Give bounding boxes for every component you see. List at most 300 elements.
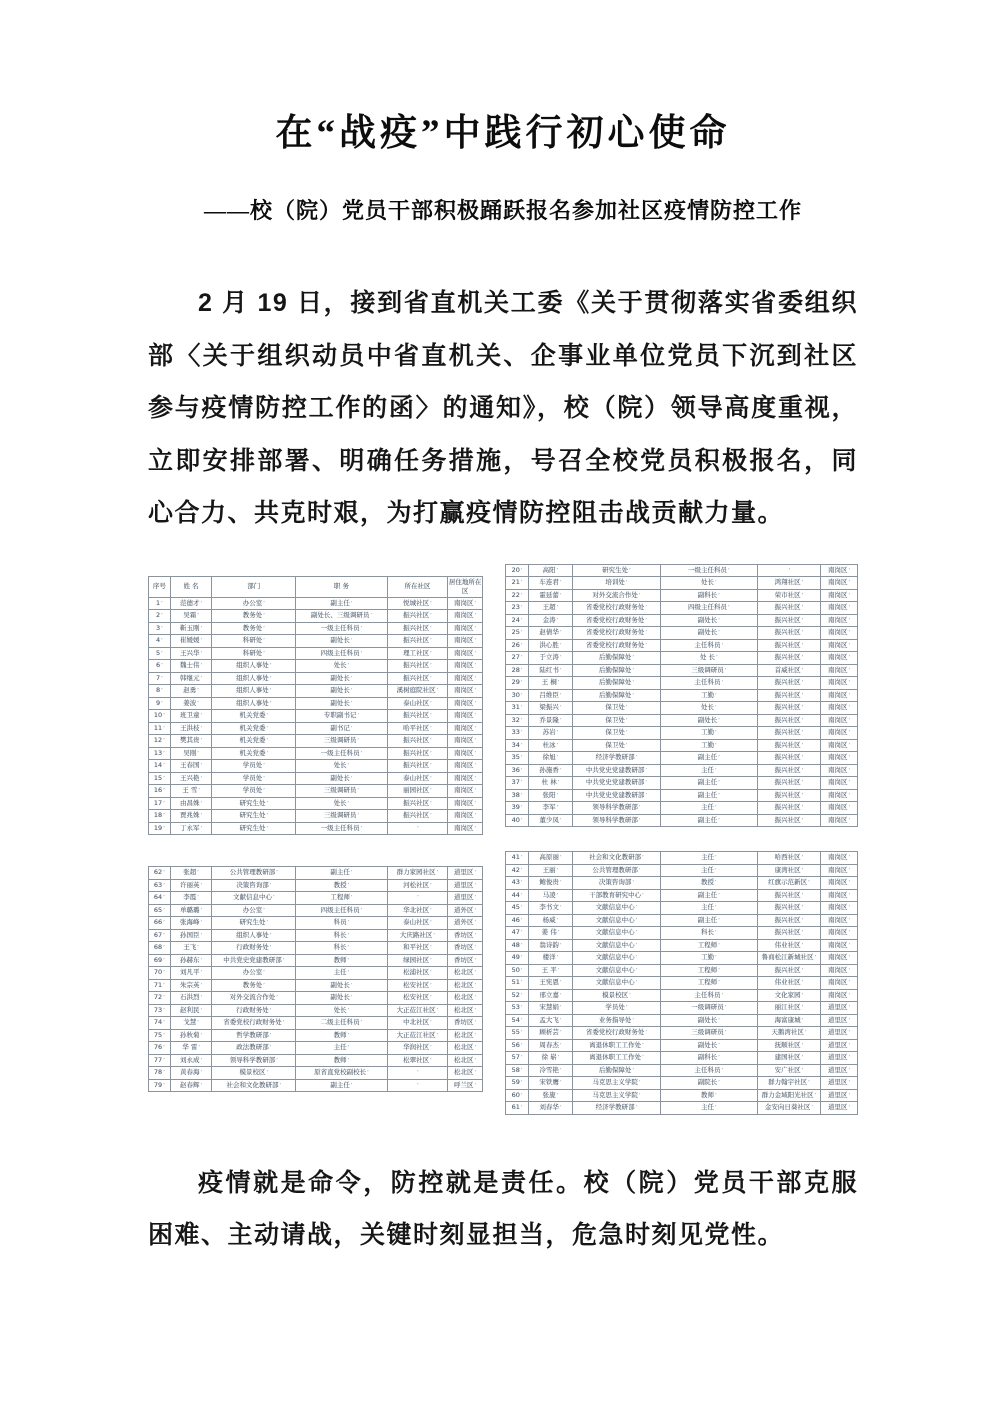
table-row: [149, 760, 483, 773]
table-cell: 72 ’: [149, 992, 171, 1005]
table-cell: 松北区 ’: [448, 992, 483, 1005]
table-cell: 副科长 ’: [660, 1052, 757, 1065]
table-cell: 处长 ’: [660, 577, 757, 590]
table-row: [149, 735, 483, 748]
table-cell: 副主任 ’: [660, 889, 757, 902]
table-cell: 离退休职工工作处 ’: [572, 1039, 660, 1052]
table-cell: 副处长 ’: [296, 992, 388, 1005]
table-cell: 南岗区 ’: [448, 810, 483, 823]
table-cell: 南岗区 ’: [821, 927, 858, 940]
table-cell: 29 ’: [506, 677, 529, 690]
table-cell: 金安向日葵社区 ’: [757, 1102, 820, 1115]
table-cell: 伟业社区 ’: [757, 939, 820, 952]
table-cell: 邢立嘉 ’: [528, 989, 572, 1002]
table-cell: 单璐璐 ’: [170, 904, 212, 917]
table-cell: 振兴社区 ’: [757, 789, 820, 802]
table-cell: 南岗区 ’: [821, 702, 858, 715]
table-cell: 振兴社区 ’: [387, 735, 447, 748]
table-row: [149, 810, 483, 823]
table-cell: 道外区 ’: [448, 917, 483, 930]
table-cell: 振兴社区 ’: [757, 927, 820, 940]
table-cell: 办公室 ’: [212, 904, 296, 917]
table-cell: 9 ’: [149, 697, 171, 710]
table-cell: 主任科员 ’: [660, 1064, 757, 1077]
table-cell: 南岗区 ’: [821, 602, 858, 615]
table-cell: 振兴社区 ’: [757, 639, 820, 652]
table-cell: 振兴社区 ’: [387, 747, 447, 760]
table-cell: 75 ’: [149, 1029, 171, 1042]
table-cell: 陆红书 ’: [528, 664, 572, 677]
table-cell: 三级调研员 ’: [296, 810, 388, 823]
table-row: [149, 1017, 483, 1030]
table-cell: 机关党委 ’: [212, 710, 296, 723]
table-cell: 翁诗韵 ’: [528, 939, 572, 952]
table-row: [149, 892, 483, 905]
table-cell: 王飞 ’: [170, 942, 212, 955]
table-row: [149, 647, 483, 660]
table-cell: 后勤保障处 ’: [572, 1064, 660, 1077]
table-cell: 振兴社区 ’: [387, 660, 447, 673]
table-cell: 后勤保障处 ’: [572, 652, 660, 665]
table-cell: 华北社区 ’: [387, 904, 447, 917]
table-cell: 松安社区 ’: [387, 992, 447, 1005]
table-cell: 42 ’: [506, 864, 529, 877]
table-cell: 44 ’: [506, 889, 529, 902]
table-cell: 科研处 ’: [212, 635, 296, 648]
table-cell: 中共党史党建教研部 ’: [212, 954, 296, 967]
table-cell: 丁永军 ’: [170, 822, 212, 835]
table-cell: 79 ’: [149, 1079, 171, 1092]
table-cell: 副处长 ’: [296, 672, 388, 685]
table-row: [506, 1052, 858, 1065]
table-cell: [387, 1079, 447, 1092]
table-cell: 振兴社区 ’: [757, 614, 820, 627]
table-cell: 南岗区 ’: [448, 822, 483, 835]
table-cell: 省委党校行政财务处 ’: [572, 639, 660, 652]
table-row: [149, 747, 483, 760]
table-cell: 行政财务处 ’: [212, 942, 296, 955]
table-cell: 鸿翔社区 ’: [757, 577, 820, 590]
table-cell: 行政财务处 ’: [212, 1004, 296, 1017]
table-cell: 南岗区 ’: [448, 685, 483, 698]
table-cell: 香坊区 ’: [448, 942, 483, 955]
column-header: 所在社区: [387, 576, 447, 597]
table-cell: 公共管理教研部 ’: [212, 867, 296, 880]
table-cell: 南岗区 ’: [821, 577, 858, 590]
table-cell: 34 ’: [506, 739, 529, 752]
table-cell: 南岗区 ’: [448, 672, 483, 685]
table-cell: 研究生处 ’: [212, 797, 296, 810]
table-cell: 文献信息中心 ’: [572, 952, 660, 965]
table-cell: 南岗区 ’: [821, 614, 858, 627]
table-cell: 文献信息中心 ’: [572, 914, 660, 927]
table-row: [149, 879, 483, 892]
table-cell: 吴霜 ’: [170, 610, 212, 623]
table-cell: 33 ’: [506, 727, 529, 740]
table-cell: 海富康城 ’: [757, 1014, 820, 1027]
table-row: [506, 877, 858, 890]
table-cell: 办公室 ’: [212, 967, 296, 980]
table-cell: 公共管理教研部 ’: [572, 864, 660, 877]
table-cell: 工勤 ’: [660, 689, 757, 702]
table-cell: 李军 ’: [528, 802, 572, 815]
table-cell: 主任 ’: [296, 1042, 388, 1055]
table-cell: 46 ’: [506, 914, 529, 927]
table-cell: 张海峰 ’: [170, 917, 212, 930]
table-cell: 43 ’: [506, 877, 529, 890]
table-row: [149, 722, 483, 735]
table-cell: 处长 ’: [660, 702, 757, 715]
table-cell: 省委党校行政财务处 ’: [572, 627, 660, 640]
table-cell: 13 ’: [149, 747, 171, 760]
table-cell: 副主任 ’: [660, 752, 757, 765]
table-cell: 松北区 ’: [448, 1004, 483, 1017]
table-cell: 处长 ’: [296, 1004, 388, 1017]
table-row: [506, 952, 858, 965]
table-cell: 工勤 ’: [660, 952, 757, 965]
table-cell: 中共党史党建教研部 ’: [572, 789, 660, 802]
table-cell: 主任科员 ’: [660, 639, 757, 652]
table-cell: 中共党史党建教研部 ’: [572, 764, 660, 777]
table-cell: 哈平社区 ’: [387, 722, 447, 735]
table-cell: 一级调研员 ’: [660, 1002, 757, 1015]
table-cell: 机关党委 ’: [212, 722, 296, 735]
table-cell: 南岗区 ’: [821, 952, 858, 965]
table-cell: 组织人事处 ’: [212, 660, 296, 673]
table-cell: 香坊区 ’: [448, 954, 483, 967]
table-cell: 5 ’: [149, 647, 171, 660]
table-cell: 保卫处 ’: [572, 739, 660, 752]
table-cell: 省委党校行政财务处 ’: [212, 1017, 296, 1030]
table-cell: 振兴社区 ’: [387, 672, 447, 685]
table-cell: 南岗区 ’: [821, 939, 858, 952]
table-cell: [757, 564, 820, 577]
body-paragraph-2: 疫情就是命令，防控就是责任。校（院）党员干部克服困难、主动请战，关键时刻显担当，危急时刻见党性。: [148, 1168, 858, 1250]
table-row: [149, 772, 483, 785]
table-cell: 孙国臣 ’: [170, 929, 212, 942]
table-cell: 振兴社区 ’: [757, 964, 820, 977]
table-cell: 24 ’: [506, 614, 529, 627]
table-cell: 教师 ’: [296, 1029, 388, 1042]
table-cell: 赵春辉 ’: [170, 1079, 212, 1092]
table-row: [506, 902, 858, 915]
table-cell: 和平社区 ’: [387, 942, 447, 955]
table-cell: 南岗区 ’: [448, 747, 483, 760]
table-cell: 王 平 ’: [528, 964, 572, 977]
table-cell: 二级主任科员 ’: [296, 1017, 388, 1030]
table-cell: 南岗区 ’: [821, 914, 858, 927]
table-cell: 道里区 ’: [448, 892, 483, 905]
table-cell: 香坊区 ’: [448, 929, 483, 942]
table-cell: 戈慧 ’: [170, 1017, 212, 1030]
table-cell: 振兴社区 ’: [757, 689, 820, 702]
table-cell: 49 ’: [506, 952, 529, 965]
table-cell: 李书文 ’: [528, 902, 572, 915]
table-row: [506, 689, 858, 702]
table-row: [149, 929, 483, 942]
table-cell: 抚顺社区 ’: [757, 1039, 820, 1052]
table-cell: [387, 892, 447, 905]
table-cell: 韩继元 ’: [170, 672, 212, 685]
table-cell: 一级主任科员 ’: [296, 822, 388, 835]
table-row: [149, 917, 483, 930]
table-cell: 学员处 ’: [572, 1002, 660, 1015]
table-cell: 松北区 ’: [448, 979, 483, 992]
table-cell: 副处长、三级调研员 ’: [296, 610, 388, 623]
table-cell: 振兴社区 ’: [757, 914, 820, 927]
table-cell: 赵勇 ’: [170, 685, 212, 698]
table-cell: 社会和文化教研部 ’: [212, 1079, 296, 1092]
table-cell: 61 ’: [506, 1102, 529, 1115]
table-cell: 决策咨询部 ’: [572, 877, 660, 890]
table-cell: 于立涛 ’: [528, 652, 572, 665]
table-cell: 理工社区 ’: [387, 647, 447, 660]
table-cell: 樊其贵 ’: [170, 735, 212, 748]
table-cell: 副处长 ’: [660, 714, 757, 727]
table-cell: 南岗区 ’: [448, 797, 483, 810]
table-row: [149, 1029, 483, 1042]
table-row: [506, 1027, 858, 1040]
table-cell: 主任 ’: [660, 864, 757, 877]
table-cell: 南岗区 ’: [821, 752, 858, 765]
table-cell: 振兴社区 ’: [757, 777, 820, 790]
roster-table-segment-3: [148, 866, 483, 1092]
table-cell: 靳玉刚 ’: [170, 622, 212, 635]
table-cell: 南岗区 ’: [821, 652, 858, 665]
table-cell: 副书记 ’: [296, 722, 388, 735]
table-cell: 崔媛媛 ’: [170, 635, 212, 648]
table-cell: 振兴社区 ’: [757, 702, 820, 715]
table-cell: 董少凤 ’: [528, 814, 572, 827]
table-cell: 泰山社区 ’: [387, 772, 447, 785]
table-row: [506, 1064, 858, 1077]
table-cell: 副主任 ’: [660, 914, 757, 927]
table-cell: 张阳 ’: [528, 789, 572, 802]
table-cell: 道里区 ’: [821, 1102, 858, 1115]
table-cell: 许丽英 ’: [170, 879, 212, 892]
table-cell: 56 ’: [506, 1039, 529, 1052]
table-row: [506, 1077, 858, 1090]
table-cell: 三级调研员 ’: [660, 1027, 757, 1040]
table-cell: 振兴社区 ’: [757, 652, 820, 665]
table-cell: 南岗区 ’: [821, 902, 858, 915]
table-cell: 32 ’: [506, 714, 529, 727]
table-cell: 63 ’: [149, 879, 171, 892]
table-cell: 大庆路社区 ’: [387, 929, 447, 942]
table-cell: 22 ’: [506, 589, 529, 602]
table-cell: 8 ’: [149, 685, 171, 698]
table-row: [506, 802, 858, 815]
table-cell: 78 ’: [149, 1067, 171, 1080]
table-cell: 赵利民 ’: [170, 1004, 212, 1017]
table-cell: 松北区 ’: [448, 1067, 483, 1080]
table-cell: 南岗区 ’: [448, 697, 483, 710]
table-cell: 文献信息中心 ’: [572, 964, 660, 977]
table-cell: 王兴华 ’: [170, 647, 212, 660]
table-cell: 楼洋 ’: [528, 952, 572, 965]
table-row: [506, 927, 858, 940]
table-cell: 大正莅江社区 ’: [387, 1004, 447, 1017]
table-row: [506, 914, 858, 927]
table-cell: 主任科员 ’: [660, 989, 757, 1002]
table-cell: 南岗区 ’: [448, 772, 483, 785]
table-cell: 30 ’: [506, 689, 529, 702]
table-cell: 松北区 ’: [448, 1042, 483, 1055]
table-header: [149, 576, 483, 597]
table-cell: 领导科学教研部 ’: [572, 802, 660, 815]
table-cell: [387, 1067, 447, 1080]
roster-table-2-container: [505, 564, 858, 828]
table-cell: 南岗区 ’: [821, 764, 858, 777]
table-cell: 主任 ’: [660, 852, 757, 865]
table-cell: 干部教育研究中心 ’: [572, 889, 660, 902]
table-cell: 处长 ’: [296, 797, 388, 810]
table-cell: 香坊区 ’: [448, 1017, 483, 1030]
table-cell: 原省直党校副校长 ’: [296, 1067, 388, 1080]
table-cell: 省委党校行政财务处 ’: [572, 602, 660, 615]
table-cell: 模景校区 ’: [572, 989, 660, 1002]
table-cell: 36 ’: [506, 764, 529, 777]
table-cell: 71 ’: [149, 979, 171, 992]
table-cell: 67 ’: [149, 929, 171, 942]
table-cell: 振兴社区 ’: [387, 760, 447, 773]
roster-tables-row-top: [148, 564, 858, 836]
table-cell: 科长 ’: [296, 942, 388, 955]
table-row: [149, 710, 483, 723]
table-cell: 副科长 ’: [660, 589, 757, 602]
table-cell: 南岗区 ’: [821, 789, 858, 802]
table-row: [506, 602, 858, 615]
table-cell: 振兴社区 ’: [387, 622, 447, 635]
table-cell: 康湾社区 ’: [757, 864, 820, 877]
table-row: [506, 964, 858, 977]
table-row: [506, 977, 858, 990]
table-cell: 28 ’: [506, 664, 529, 677]
table-cell: 69 ’: [149, 954, 171, 967]
table-cell: 工程师 ’: [296, 892, 388, 905]
table-cell: 学员处 ’: [212, 772, 296, 785]
table-cell: 道里区 ’: [821, 1039, 858, 1052]
table-cell: 三级调研员 ’: [296, 735, 388, 748]
table-cell: 副处长 ’: [660, 1014, 757, 1027]
table-cell: 南岗区 ’: [821, 852, 858, 865]
table-cell: 副处长 ’: [296, 697, 388, 710]
table-row: [506, 589, 858, 602]
table-cell: 振兴社区 ’: [387, 797, 447, 810]
table-cell: 南岗区 ’: [821, 989, 858, 1002]
table-row: [506, 939, 858, 952]
table-cell: 6 ’: [149, 660, 171, 673]
table-cell: 振兴社区 ’: [757, 602, 820, 615]
table-row: [506, 1014, 858, 1027]
body-paragraph-1: 2 月 19 日，接到省直机关工委《关于贯彻落实省委组织部〈关于组织动员中省直机关、企事业单位党员下沉到社区参与疫情防控工作的函〉的通知》，校（院）领导高度重视，立即安排部署、明确任务措施，号召全校党员积极报名，同心合力、共克时艰，为打赢疫情防控阻击战贡献力量。: [148, 289, 858, 528]
table-row: [149, 660, 483, 673]
table-cell: 副处长 ’: [296, 979, 388, 992]
table-cell: 社会和文化教研部 ’: [572, 852, 660, 865]
table-cell: 处长 ’: [296, 760, 388, 773]
table-cell: 高阳 ’: [528, 564, 572, 577]
table-cell: 李霞 ’: [170, 892, 212, 905]
table-cell: 四级主任科员 ’: [296, 647, 388, 660]
table-cell: 群力翰宇社区 ’: [757, 1077, 820, 1090]
table-cell: 省委党校行政财务处 ’: [572, 1027, 660, 1040]
table-cell: 组织人事处 ’: [212, 697, 296, 710]
table-cell: 工程师 ’: [660, 977, 757, 990]
table-cell: 南岗区 ’: [448, 647, 483, 660]
table-cell: 科研处 ’: [212, 647, 296, 660]
table-row: [506, 564, 858, 577]
table-row: [506, 752, 858, 765]
table-row: [149, 954, 483, 967]
table-cell: 副主任 ’: [296, 867, 388, 880]
table-cell: 道里区 ’: [448, 867, 483, 880]
table-cell: 道里区 ’: [821, 1077, 858, 1090]
table-cell: 振兴社区 ’: [757, 764, 820, 777]
table-cell: 组织人事处 ’: [212, 672, 296, 685]
table-cell: 南岗区 ’: [821, 802, 858, 815]
table-cell: 南岗区 ’: [821, 714, 858, 727]
table-cell: 机关党委 ’: [212, 735, 296, 748]
table-cell: 泰山社区 ’: [387, 697, 447, 710]
table-cell: 主任 ’: [296, 967, 388, 980]
table-cell: 南岗区 ’: [821, 689, 858, 702]
table-cell: 南岗区 ’: [448, 785, 483, 798]
table-cell: 马克思主义学院 ’: [572, 1089, 660, 1102]
table-cell: 决策咨询部 ’: [212, 879, 296, 892]
table-cell: 教师 ’: [296, 1054, 388, 1067]
table-cell: 振兴社区 ’: [757, 814, 820, 827]
table-cell: 机关党委 ’: [212, 747, 296, 760]
table-cell: 专职副书记 ’: [296, 710, 388, 723]
table-cell: 25 ’: [506, 627, 529, 640]
table-cell: 道外区 ’: [448, 904, 483, 917]
table-cell: 文献信息中心 ’: [572, 977, 660, 990]
column-header: 部门: [212, 576, 296, 597]
table-cell: 南岗区 ’: [821, 977, 858, 990]
table-row: [506, 889, 858, 902]
table-cell: 处 长 ’: [660, 652, 757, 665]
table-cell: 组织人事处 ’: [212, 929, 296, 942]
table-cell: 中共党史党建教研部 ’: [572, 777, 660, 790]
table-cell: 四级主任科员 ’: [296, 904, 388, 917]
roster-table-1-container: [148, 564, 483, 836]
table-cell: 18 ’: [149, 810, 171, 823]
table-cell: 宋慧娟 ’: [528, 1002, 572, 1015]
table-cell: 张超 ’: [170, 867, 212, 880]
table-cell: 教务处 ’: [212, 622, 296, 635]
table-row: [149, 610, 483, 623]
table-cell: 工勤 ’: [660, 739, 757, 752]
table-cell: 领导科学教研部 ’: [572, 814, 660, 827]
table-cell: 安广社区 ’: [757, 1064, 820, 1077]
roster-table-segment-2: [505, 564, 858, 828]
table-cell: 华润社区 ’: [387, 1042, 447, 1055]
table-cell: 副处长 ’: [296, 685, 388, 698]
table-cell: 主任 ’: [660, 764, 757, 777]
table-cell: 王兴艳 ’: [170, 772, 212, 785]
table-cell: 高原丽 ’: [528, 852, 572, 865]
table-cell: 哈西社区 ’: [757, 852, 820, 865]
table-row: [506, 1039, 858, 1052]
table-cell: 19 ’: [149, 822, 171, 835]
table-cell: 群力家园社区 ’: [387, 867, 447, 880]
table-cell: 一级主任科员 ’: [296, 747, 388, 760]
table-cell: 53 ’: [506, 1002, 529, 1015]
table-cell: 副处长 ’: [660, 614, 757, 627]
roster-tables-zone: [148, 564, 858, 1115]
table-cell: 58 ’: [506, 1064, 529, 1077]
table-cell: 文化家园 ’: [757, 989, 820, 1002]
